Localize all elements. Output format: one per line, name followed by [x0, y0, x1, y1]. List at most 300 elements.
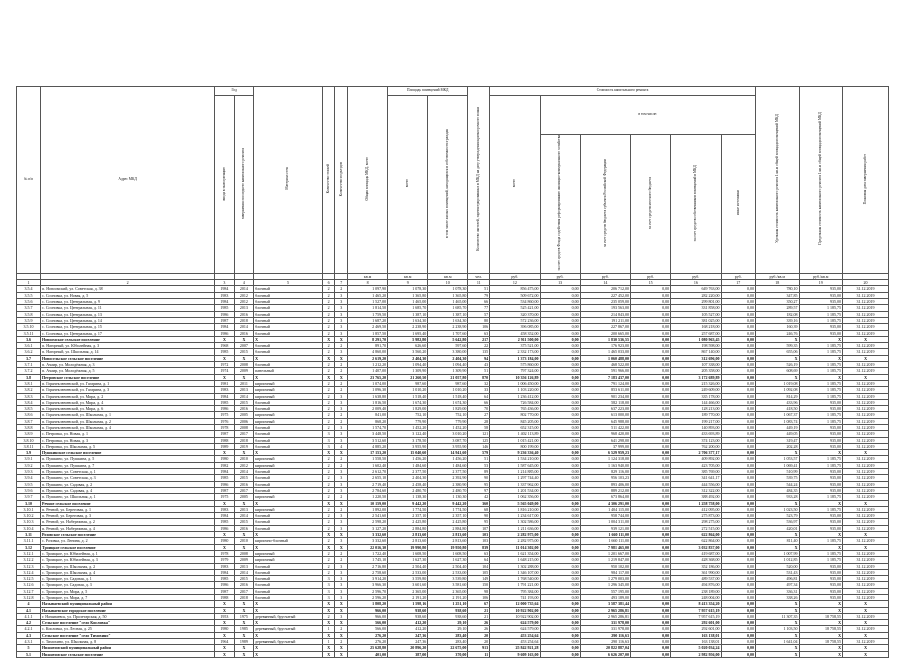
- table-cell: 11: [468, 280, 490, 286]
- table-cell: 1975: [215, 412, 234, 418]
- table-cell: 845 205,00: [490, 418, 540, 424]
- table-cell: 0,00: [540, 613, 580, 619]
- table-cell: 0,00: [540, 418, 580, 424]
- table-cell: 8: [348, 280, 388, 286]
- table-cell: 2015: [234, 475, 253, 481]
- table-cell: блочный: [254, 443, 323, 449]
- table-cell: 200 665,00: [580, 330, 630, 336]
- table-cell: 0,00: [631, 418, 671, 424]
- table-cell: 1988: [215, 595, 234, 601]
- table-cell: 3 122,40: [388, 431, 428, 437]
- table-cell: панельный: [254, 368, 323, 374]
- table-cell: 238 189,00: [671, 588, 721, 594]
- table-cell: 1989: [215, 443, 234, 449]
- table-cell: 31.12.2019: [843, 418, 889, 424]
- table-cell: 2 965 286,81: [580, 613, 630, 619]
- table-cell: 2: [322, 399, 335, 405]
- table-cell: 31.12.2019: [843, 286, 889, 292]
- table-cell: 1 791 221,00: [490, 582, 540, 588]
- table-cell: 283,40: [428, 639, 468, 645]
- table-cell: 418,50: [755, 406, 799, 412]
- table-cell: 468 522,00: [580, 362, 630, 368]
- table-cell: 2014: [234, 569, 253, 575]
- table-cell: 2 596,70: [348, 588, 388, 594]
- table-cell: 3.12.7: [17, 588, 41, 594]
- table-cell: кв.м: [388, 273, 428, 279]
- table-cell: 0,00: [721, 299, 755, 305]
- table-cell: 0,00: [540, 299, 580, 305]
- table-cell: п. Пушкино, ул. Садовая, д. 2: [41, 481, 215, 487]
- table-cell: 655,06: [755, 349, 799, 355]
- table-cell: 409 892,00: [671, 456, 721, 462]
- table-cell: 202,28: [755, 443, 799, 449]
- table-cell: 22: [468, 343, 490, 349]
- col-num: № п/п: [17, 87, 41, 274]
- table-cell: 3: [335, 595, 348, 601]
- table-cell: 2 282 975,00: [490, 532, 540, 538]
- table-cell: 11 014 302,00: [490, 544, 540, 550]
- table-cell: 1 007,99: [755, 550, 799, 556]
- table-cell: 0,00: [540, 412, 580, 418]
- col-cost-total: всего: [490, 96, 540, 274]
- table-cell: 2 380,90: [428, 481, 468, 487]
- table-cell: 0,00: [540, 362, 580, 368]
- table-cell: 3: [335, 324, 348, 330]
- table-cell: 2 238,90: [388, 324, 428, 330]
- table-cell: 935,00: [799, 292, 843, 298]
- table-cell: 272 515,00: [671, 525, 721, 531]
- table-cell: 385 769,00: [671, 469, 721, 475]
- table-cell: 0,00: [540, 456, 580, 462]
- table-cell: X: [322, 601, 335, 607]
- table-cell: 939 121,00: [580, 525, 630, 531]
- table-cell: X: [755, 607, 799, 613]
- table-cell: 19: [799, 280, 843, 286]
- table-cell: 1 627,30: [428, 557, 468, 563]
- table-cell: X: [335, 544, 348, 550]
- table-cell: 582 118,00: [580, 399, 630, 405]
- table-cell: п. Горячеключевской, ул. Гагарина, д. 1: [41, 380, 215, 386]
- table-cell: 1978: [215, 550, 234, 556]
- table-cell: 3 512,60: [348, 437, 388, 443]
- table-cell: 2: [335, 462, 348, 468]
- table-cell: X: [215, 645, 234, 651]
- col-entrances: Количество подъездов: [335, 87, 348, 274]
- table-cell: 106: [468, 324, 490, 330]
- table-cell: 20: [468, 639, 490, 645]
- table-cell: 3: [335, 475, 348, 481]
- table-cell: 913: [468, 645, 490, 651]
- table-cell: 2: [322, 387, 335, 393]
- table-cell: 3: [335, 613, 348, 619]
- table-cell: 0,00: [631, 632, 671, 638]
- table-cell: 31.12.2019: [843, 305, 889, 311]
- table-cell: 31.12.2019: [843, 481, 889, 487]
- table-cell: 0,00: [540, 387, 580, 393]
- table-cell: 3: [335, 469, 348, 475]
- table-cell: кирпичный: [254, 456, 323, 462]
- table-cell: 3.8.11: [17, 443, 41, 449]
- table-cell: 0,00: [631, 582, 671, 588]
- table-cell: 1984: [215, 469, 234, 475]
- table-cell: 0,00: [540, 475, 580, 481]
- table-cell: 247,36: [388, 639, 428, 645]
- table-cell: 2 404,30: [388, 355, 428, 361]
- table-cell: 1 309,90: [428, 368, 468, 374]
- table-cell: 20: [468, 632, 490, 638]
- table-cell: 0,00: [721, 311, 755, 317]
- table-cell: 1 660 111,00: [580, 532, 630, 538]
- table-cell: 1 023,50: [755, 506, 799, 512]
- table-cell: 526,19: [755, 362, 799, 368]
- table-cell: 779,90: [388, 418, 428, 424]
- table-cell: 891,70: [348, 343, 388, 349]
- table-cell: 496,81: [755, 576, 799, 582]
- table-cell: 0,00: [721, 292, 755, 298]
- table-cell: 3.8.6: [17, 412, 41, 418]
- table-cell: 2: [322, 406, 335, 412]
- table-cell: 2 813,60: [428, 532, 468, 538]
- table-cell: 0,00: [540, 450, 580, 456]
- table-cell: 1 829,00: [388, 406, 428, 412]
- table-cell: X: [335, 601, 348, 607]
- table-cell: 90: [468, 513, 490, 519]
- table-cell: 938,60: [428, 607, 468, 613]
- table-cell: 31.12.2019: [843, 550, 889, 556]
- table-cell: 8 291,70: [348, 336, 388, 342]
- table-cell: 7: [335, 280, 348, 286]
- table-cell: 1 337 962,00: [490, 481, 540, 487]
- table-cell: 1 185,75: [799, 506, 843, 512]
- table-cell: 1 092,08: [755, 387, 799, 393]
- table-cell: 1986: [215, 582, 234, 588]
- table-cell: X: [843, 374, 889, 380]
- table-cell: X: [234, 601, 253, 607]
- table-cell: 0,00: [540, 576, 580, 582]
- col-cost-fund: за счет средств Фонда содействия реформированию жилищно-коммунального хозяйства: [540, 135, 580, 274]
- table-cell: 1 484,60: [388, 462, 428, 468]
- table-cell: 3: [335, 576, 348, 582]
- table-cell: 0,00: [540, 651, 580, 657]
- table-cell: X: [755, 620, 799, 626]
- table-cell: 1 627,30: [388, 557, 428, 563]
- table-cell: 289,57: [755, 305, 799, 311]
- table-cell: 966,00: [348, 613, 388, 619]
- table-cell: 0,00: [631, 431, 671, 437]
- table-cell: 420,01: [755, 525, 799, 531]
- table-cell: 17: [721, 280, 755, 286]
- table-cell: 3: [335, 563, 348, 569]
- table-cell: 0,00: [721, 456, 755, 462]
- table-cell: 0,00: [631, 550, 671, 556]
- table-cell: 331 858,00: [671, 305, 721, 311]
- table-cell: X: [234, 532, 253, 538]
- table-cell: 21: [468, 613, 490, 619]
- table-cell: 935,00: [799, 431, 843, 437]
- table-cell: 387,00: [388, 651, 428, 657]
- table-cell: 433,96: [755, 399, 799, 405]
- table-cell: 0,00: [631, 299, 671, 305]
- table-cell: 2: [322, 349, 335, 355]
- table-cell: с. Троицкое, ул. Садовая, д. 3: [41, 582, 215, 588]
- table-cell: 15: [631, 280, 671, 286]
- table-cell: 1 768 540,00: [490, 576, 540, 582]
- table-cell: 1 211 636,00: [490, 525, 540, 531]
- table-cell: 0,00: [540, 424, 580, 430]
- table-cell: п. Горячеключевской, ул. Мира, д. 2: [41, 393, 215, 399]
- table-cell: 741 193,00: [490, 595, 540, 601]
- table-cell: 94: [468, 355, 490, 361]
- table-cell: 31.12.2019: [843, 380, 889, 386]
- table-cell: 0,00: [540, 374, 580, 380]
- table-cell: 458 352,00: [490, 330, 540, 336]
- table-cell: 106: [468, 595, 490, 601]
- table-cell: 3: [335, 588, 348, 594]
- table-cell: 275 873,00: [671, 513, 721, 519]
- table-cell: 1 083,74: [755, 418, 799, 424]
- table-cell: 0,00: [631, 481, 671, 487]
- table-cell: п. Речной, ул. Береговая, д. 1: [41, 506, 215, 512]
- table-cell: 608,69: [755, 368, 799, 374]
- table-cell: X: [215, 651, 234, 657]
- table-cell: п. Горячеключевской, ул. Школьная, д. 4: [41, 424, 215, 430]
- table-cell: 31.12.2019: [843, 311, 889, 317]
- table-cell: 1 830 536,55: [580, 336, 630, 342]
- table-cell: 0,00: [721, 286, 755, 292]
- table-cell: 811,40: [755, 538, 799, 544]
- table-cell: 2: [322, 525, 335, 531]
- table-cell: 3.9.3: [17, 469, 41, 475]
- table-cell: X: [215, 355, 234, 361]
- table-cell: 248 004,00: [671, 595, 721, 601]
- table-cell: 0,00: [631, 626, 671, 632]
- table-cell: 31.12.2019: [843, 513, 889, 519]
- table-cell: 2: [322, 519, 335, 525]
- table-cell: 641 298,00: [580, 437, 630, 443]
- col-cost-group: Стоимость капитального ремонта: [490, 87, 756, 96]
- table-cell: 163 138,01: [671, 639, 721, 645]
- table-cell: 0,00: [631, 393, 671, 399]
- table-cell: X: [234, 651, 253, 657]
- table-cell: 31.12.2019: [843, 595, 889, 601]
- table-cell: руб./кв.м: [799, 273, 843, 279]
- table-cell: 3: [335, 569, 348, 575]
- table-cell: 0,00: [540, 437, 580, 443]
- table-cell: 3 172 689,89: [671, 374, 721, 380]
- table-cell: Сельское поселение "село Кисловка": [41, 620, 215, 626]
- table-cell: 536,97: [755, 519, 799, 525]
- table-cell: 2: [322, 299, 335, 305]
- table-cell: X: [215, 374, 234, 380]
- table-cell: с. Сосновка, ул. Центральная, д. 15: [41, 324, 215, 330]
- table-cell: 1979: [215, 557, 234, 563]
- table-cell: 98: [468, 588, 490, 594]
- table-cell: 2 238,90: [428, 324, 468, 330]
- table-cell: 1981: [215, 380, 234, 386]
- table-cell: с. Троицкое, ул. Мира, д. 7: [41, 595, 215, 601]
- table-cell: 235 059,00: [580, 299, 630, 305]
- table-cell: 0,00: [721, 588, 755, 594]
- table-cell: 0,00: [631, 620, 671, 626]
- table-cell: 3.8.7: [17, 418, 41, 424]
- table-cell: 1 185,75: [799, 557, 843, 563]
- table-cell: 0,00: [721, 569, 755, 575]
- table-cell: 3.9.2: [17, 462, 41, 468]
- table-cell: 1 094,40: [428, 362, 468, 368]
- table-cell: 150: [468, 582, 490, 588]
- table-cell: 1 219 847,00: [580, 557, 630, 563]
- table-cell: X: [322, 544, 335, 550]
- table-cell: 2: [322, 418, 335, 424]
- table-cell: 347,85: [755, 292, 799, 298]
- table-cell: 3.8.9: [17, 431, 41, 437]
- table-cell: 3.9.6: [17, 487, 41, 493]
- table-cell: X: [322, 607, 335, 613]
- table-cell: 191 211,00: [580, 317, 630, 323]
- table-cell: 1972: [215, 362, 234, 368]
- table-cell: 2: [335, 456, 348, 462]
- table-cell: п. Горячеключевской, ул. Мира, д. 6: [41, 406, 215, 412]
- table-cell: 856 475,00: [490, 286, 540, 292]
- table-cell: 19 990,80: [388, 544, 428, 550]
- table-cell: кирпичный: [254, 557, 323, 563]
- table-cell: 0,00: [540, 393, 580, 399]
- table-cell: 20: [843, 280, 889, 286]
- table-cell: 31.12.2019: [843, 626, 889, 632]
- table-cell: 779,90: [428, 418, 468, 424]
- table-cell: 2 533,00: [428, 569, 468, 575]
- table-cell: 2: [322, 286, 335, 292]
- table-cell: X: [234, 645, 253, 651]
- table-cell: 2 425,80: [388, 519, 428, 525]
- table-cell: 2: [322, 317, 335, 323]
- table-cell: блочный: [254, 513, 323, 519]
- table-cell: 0,00: [721, 330, 755, 336]
- table-cell: 0,00: [721, 437, 755, 443]
- table-cell: 31.12.2019: [843, 437, 889, 443]
- table-cell: 889 212,00: [580, 487, 630, 493]
- table-cell: 0,00: [721, 500, 755, 506]
- table-cell: 0,00: [540, 330, 580, 336]
- overhaul-plan-table: [16, 86, 889, 658]
- table-cell: 1 674,30: [428, 399, 468, 405]
- table-cell: 2 365,00: [388, 588, 428, 594]
- table-cell: 29,10: [428, 626, 468, 632]
- table-cell: 1 297 744,40: [490, 475, 540, 481]
- table-cell: 31.12.2019: [843, 343, 889, 349]
- table-cell: 1986: [215, 525, 234, 531]
- table-cell: X: [215, 500, 234, 506]
- table-cell: 341 641,17: [671, 475, 721, 481]
- table-cell: 935,00: [799, 399, 843, 405]
- table-cell: 2016: [234, 525, 253, 531]
- table-cell: 1 279 003,00: [580, 576, 630, 582]
- table-cell: 2018: [234, 437, 253, 443]
- table-cell: 31.12.2019: [843, 525, 889, 531]
- table-cell: 0,00: [540, 349, 580, 355]
- table-cell: 0,00: [631, 487, 671, 493]
- table-cell: X: [234, 607, 253, 613]
- table-cell: 0,00: [540, 513, 580, 519]
- table-cell: X: [843, 651, 889, 657]
- col-build-year: ввода в эксплуатацию: [215, 96, 234, 274]
- table-cell: 31.12.2019: [843, 292, 889, 298]
- table-cell: 509 672,00: [490, 292, 540, 298]
- table-cell: 726 584,00: [490, 399, 540, 405]
- table-cell: кв.м: [348, 273, 388, 279]
- table-cell: X: [843, 620, 889, 626]
- table-cell: 935,00: [799, 525, 843, 531]
- table-cell: 3 127,20: [348, 525, 388, 531]
- table-cell: 0,00: [721, 525, 755, 531]
- table-cell: 2: [322, 475, 335, 481]
- table-cell: с. Петровка, ул. Школьная, д. 5: [41, 443, 215, 449]
- table-cell: 591 966,00: [580, 368, 630, 374]
- table-cell: 3: [322, 576, 335, 582]
- table-cell: 3 380,00: [428, 349, 468, 355]
- table-cell: 5 565 049,00: [490, 500, 540, 506]
- table-cell: 290 116,63: [580, 632, 630, 638]
- table-cell: 453 254,64: [490, 639, 540, 645]
- table-cell: 3.6: [17, 336, 41, 342]
- table-cell: руб.: [631, 273, 671, 279]
- table-cell: 31.12.2019: [843, 613, 889, 619]
- table-cell: 3.9: [17, 450, 41, 456]
- table-cell: руб.: [671, 273, 721, 279]
- table-cell: 572 236,00: [490, 317, 540, 323]
- table-cell: 0,00: [721, 506, 755, 512]
- table-cell: X: [215, 336, 234, 342]
- table-cell: X: [234, 355, 253, 361]
- table-cell: 1 452,20: [388, 424, 428, 430]
- table-cell: 18 758,55: [799, 626, 843, 632]
- table-cell: 3 448,50: [348, 431, 388, 437]
- table-cell: 3.7.2: [17, 368, 41, 374]
- table-cell: 3.6.2: [17, 349, 41, 355]
- table-cell: 2006: [234, 418, 253, 424]
- table-cell: 31.12.2019: [843, 424, 889, 430]
- table-cell: 95: [468, 481, 490, 487]
- table-cell: 43: [468, 362, 490, 368]
- table-cell: 1 078,30: [388, 286, 428, 292]
- table-cell: 3: [335, 299, 348, 305]
- table-cell: X: [335, 500, 348, 506]
- table-cell: 9 442,20: [388, 500, 428, 506]
- table-cell: блочный: [254, 431, 323, 437]
- table-cell: 0,00: [631, 368, 671, 374]
- table-cell: X: [755, 500, 799, 506]
- table-cell: X: [234, 620, 253, 626]
- table-cell: 2010: [234, 456, 253, 462]
- table-cell: 140 893,00: [671, 424, 721, 430]
- table-cell: 2015: [234, 399, 253, 405]
- table-cell: 31.12.2019: [843, 349, 889, 355]
- table-cell: 3: [335, 311, 348, 317]
- table-cell: 1985: [215, 475, 234, 481]
- table-cell: 1 484,60: [428, 462, 468, 468]
- table-cell: 7 957 615,19: [671, 613, 721, 619]
- table-cell: 0,00: [631, 424, 671, 430]
- table-cell: 3: [335, 519, 348, 525]
- table-cell: 0,00: [721, 324, 755, 330]
- table-cell: 1 067,37: [755, 412, 799, 418]
- table-cell: кирпичный: [254, 462, 323, 468]
- table-cell: 1 019,08: [755, 380, 799, 386]
- table-cell: 0,00: [540, 305, 580, 311]
- table-cell: 31.12.2019: [843, 582, 889, 588]
- table-cell: 2009: [234, 368, 253, 374]
- table-cell: кирпичный: [254, 393, 323, 399]
